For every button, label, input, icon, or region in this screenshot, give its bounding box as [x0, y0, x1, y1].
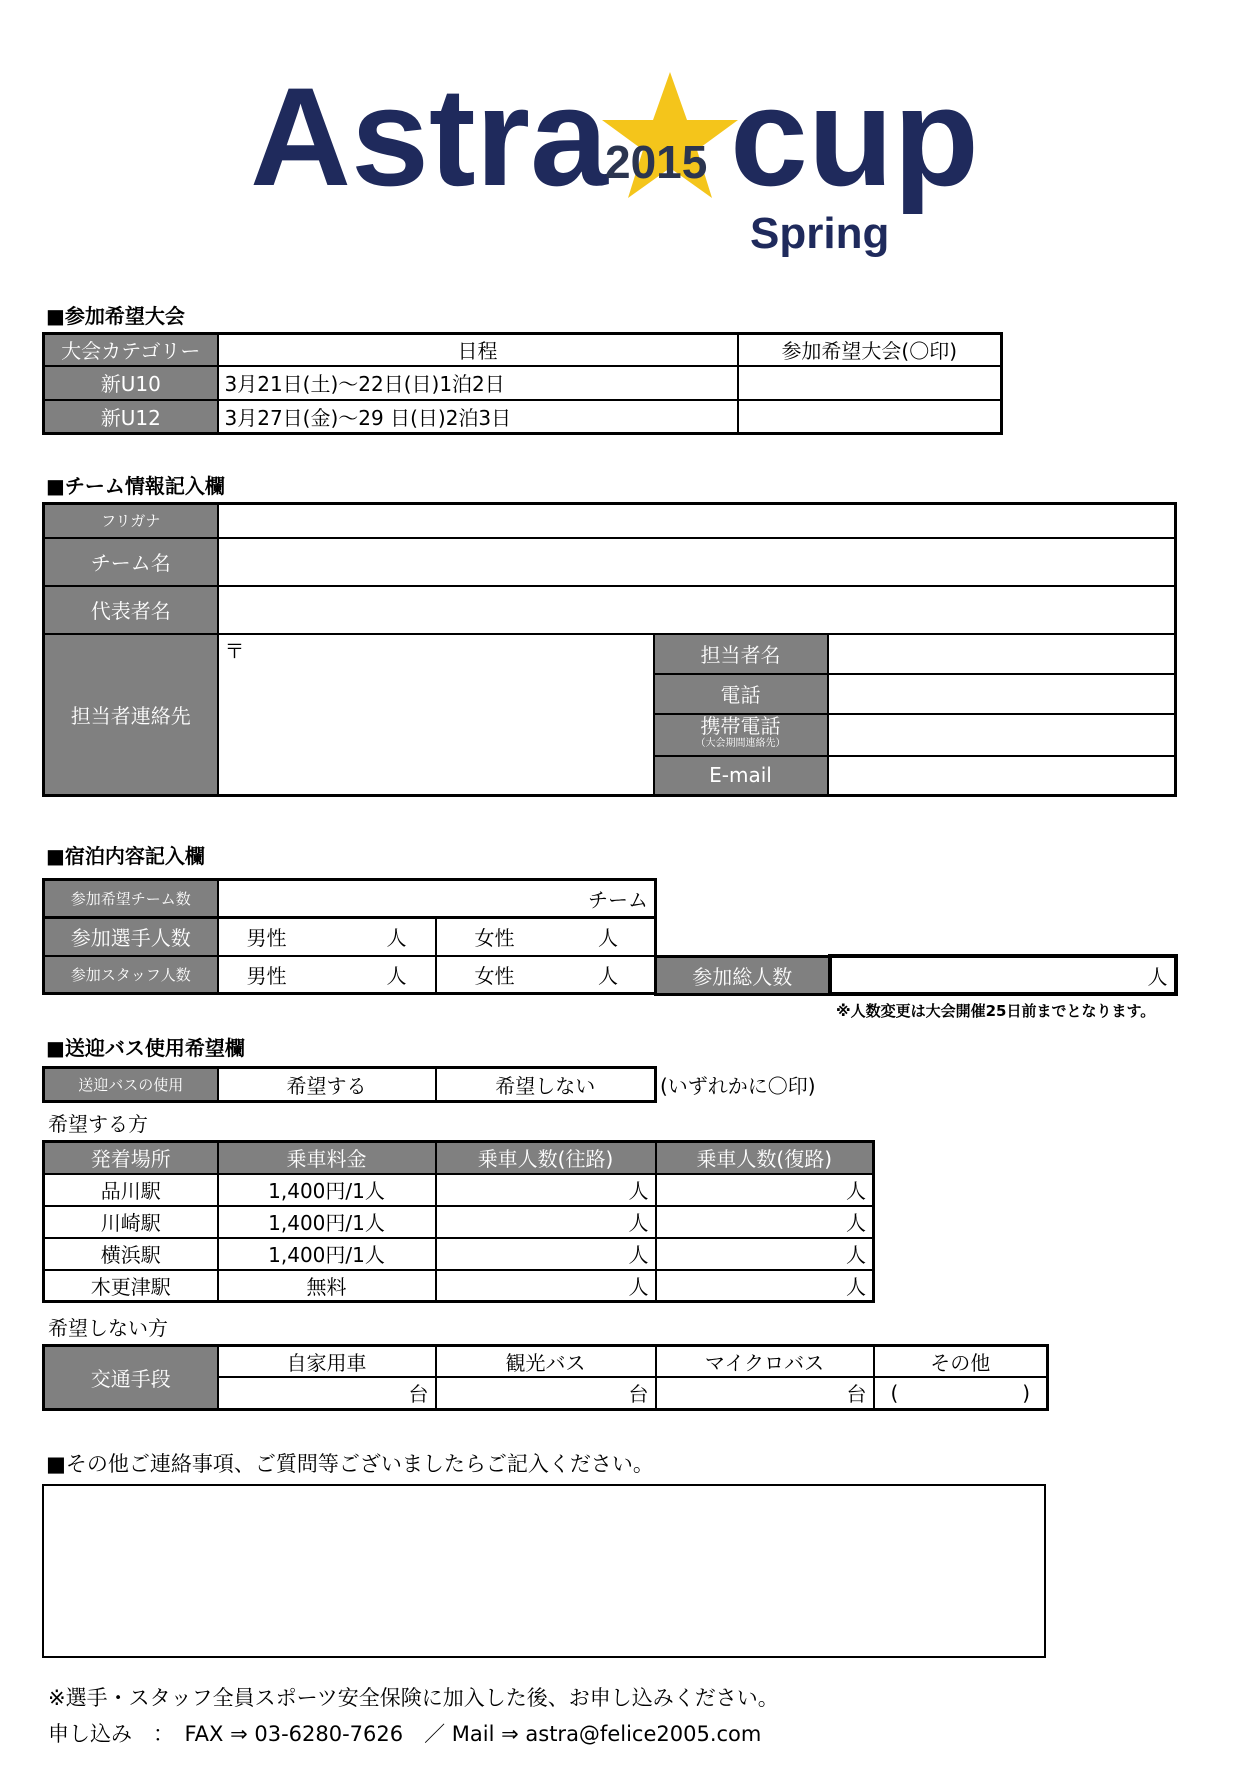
person-unit: 人: [846, 1274, 866, 1299]
person-unit: 人: [628, 1211, 649, 1235]
col-outbound: 乗車人数(往路): [436, 1142, 656, 1174]
contact-label: 担当者連絡先: [44, 634, 218, 796]
place-cell: 川崎駅: [44, 1206, 218, 1238]
bus-use-label: 送迎バスの使用: [44, 1068, 218, 1102]
representative-label: 代表者名: [44, 586, 218, 634]
fee-cell: 1,400円/1人: [218, 1238, 436, 1270]
outbound-field[interactable]: [436, 1270, 656, 1302]
staff-female-field[interactable]: [436, 956, 656, 994]
person-unit: 人: [628, 1179, 649, 1203]
person-unit: 人: [846, 1179, 866, 1203]
female-label: 女性: [474, 926, 515, 951]
paren-close: ): [1022, 1380, 1030, 1405]
players-female-field[interactable]: [436, 918, 656, 956]
other-notes-field[interactable]: [42, 1484, 1046, 1658]
col-place: 発着場所: [44, 1142, 218, 1174]
players-male-field[interactable]: [218, 918, 436, 956]
application-contact: 申し込み ： FAX ⇒ 03-6280-7626 ／ Mail ⇒ astra@felice2005.com: [48, 1722, 762, 1746]
bus-use-yes[interactable]: 希望する: [218, 1068, 436, 1102]
section-lodging-title: ■宿泊内容記入欄: [46, 844, 205, 868]
col-return: 乗車人数(復路): [656, 1142, 874, 1174]
bus-wanted-caption: 希望する方: [48, 1112, 148, 1136]
person-unit: 人: [846, 1243, 866, 1267]
male-label: 男性: [246, 926, 287, 951]
section-other-title: ■その他ご連絡事項、ご質問等ございましたらご記入ください。: [46, 1452, 654, 1476]
other-field[interactable]: [874, 1377, 1048, 1409]
bus-use-table: [42, 1066, 657, 1103]
person-label: 担当者名: [654, 634, 828, 674]
staff-label: 参加スタッフ人数: [44, 956, 218, 994]
email-label: E-mail: [654, 756, 828, 796]
mobile-label-note: （大会期間連絡先）: [695, 737, 786, 749]
mobile-label-text: 携帯電話: [700, 713, 781, 738]
team-table: [42, 502, 1177, 797]
return-field[interactable]: [656, 1206, 874, 1238]
furigana-label: フリガナ: [44, 504, 218, 538]
fee-cell: 1,400円/1人: [218, 1206, 436, 1238]
logo-astra: Astra: [250, 60, 608, 215]
person-unit: 人: [628, 1274, 649, 1299]
schedule-u10: 3月21日(土)～22日(日)1泊2日: [218, 366, 738, 400]
person-unit: 人: [386, 926, 407, 951]
address-field[interactable]: [218, 634, 654, 796]
lodging-total-table: [654, 954, 1178, 996]
mobile-field[interactable]: [828, 714, 1176, 756]
return-field[interactable]: [656, 1238, 874, 1270]
table-row: [44, 1270, 874, 1302]
email-field[interactable]: [828, 756, 1176, 796]
category-u12: 新U12: [44, 400, 218, 434]
col-entry-mark: 参加希望大会(〇印): [738, 334, 1002, 366]
microbus-field[interactable]: [656, 1377, 874, 1409]
players-label: 参加選手人数: [44, 918, 218, 956]
col-microbus: マイクロバス: [656, 1346, 874, 1378]
transport-label: 交通手段: [44, 1346, 218, 1410]
logo-spring: Spring: [750, 209, 890, 258]
outbound-field[interactable]: [436, 1174, 656, 1206]
person-field[interactable]: [828, 634, 1176, 674]
person-unit: 人: [598, 963, 618, 988]
category-u10: 新U10: [44, 366, 218, 400]
private-car-field[interactable]: [218, 1377, 436, 1409]
phone-field[interactable]: [828, 674, 1176, 714]
tournament-table: [42, 332, 1003, 435]
tour-bus-field[interactable]: [436, 1377, 656, 1409]
paren-open: (: [890, 1380, 899, 1405]
person-unit: 人: [598, 926, 618, 951]
lodging-people-table: [42, 916, 657, 995]
vehicle-unit: 台: [628, 1382, 649, 1407]
person-unit: 人: [386, 963, 407, 988]
staff-male-field[interactable]: [218, 956, 436, 994]
vehicle-unit: 台: [408, 1382, 429, 1407]
outbound-field[interactable]: [436, 1206, 656, 1238]
furigana-field[interactable]: [218, 504, 1176, 538]
teams-unit: チーム: [588, 888, 648, 912]
table-row: [44, 1238, 874, 1270]
mark-u12-field[interactable]: [738, 400, 1002, 434]
female-label: 女性: [474, 963, 515, 988]
postal-mark: 〒: [224, 638, 245, 663]
table-row: [44, 1206, 874, 1238]
col-fee: 乗車料金: [218, 1142, 436, 1174]
schedule-u12: 3月27日(金)～29 日(日)2泊3日: [218, 400, 738, 434]
return-field[interactable]: [656, 1174, 874, 1206]
bus-not-wanted-caption: 希望しない方: [48, 1316, 168, 1340]
outbound-field[interactable]: [436, 1238, 656, 1270]
headcount-change-note: ※人数変更は大会開催25日前までとなります。: [836, 1002, 1156, 1020]
total-label: 参加総人数: [656, 956, 830, 994]
col-schedule: 日程: [218, 334, 738, 366]
place-cell: 横浜駅: [44, 1238, 218, 1270]
team-name-label: チーム名: [44, 538, 218, 586]
section-tournament-title: ■参加希望大会: [46, 304, 185, 328]
logo-year: 2015: [605, 136, 708, 188]
return-field[interactable]: [656, 1270, 874, 1302]
bus-use-instruction: (いずれかに〇印): [660, 1074, 816, 1098]
bus-use-no[interactable]: 希望しない: [436, 1068, 656, 1102]
person-unit: 人: [628, 1243, 649, 1267]
teams-field[interactable]: [218, 880, 656, 918]
col-tour-bus: 観光バス: [436, 1346, 656, 1378]
fee-cell: 無料: [218, 1270, 436, 1302]
col-private-car: 自家用車: [218, 1346, 436, 1378]
team-name-field[interactable]: [218, 538, 1176, 586]
lodging-teams-table: [42, 878, 657, 919]
phone-label: 電話: [654, 674, 828, 714]
teams-label: 参加希望チーム数: [44, 880, 218, 918]
bus-wanted-table: [42, 1140, 875, 1303]
astra-cup-logo: [250, 60, 1010, 290]
vehicle-unit: 台: [846, 1382, 867, 1407]
transport-table: [42, 1344, 1049, 1411]
col-category: 大会カテゴリー: [44, 334, 218, 366]
representative-field[interactable]: [218, 586, 1176, 634]
col-other: その他: [874, 1346, 1048, 1378]
table-row: [44, 1174, 874, 1206]
mark-u10-field[interactable]: [738, 366, 1002, 400]
total-unit: 人: [1147, 964, 1168, 989]
fee-cell: 1,400円/1人: [218, 1174, 436, 1206]
mobile-label: [654, 714, 828, 756]
person-unit: 人: [846, 1211, 866, 1235]
place-cell: 品川駅: [44, 1174, 218, 1206]
insurance-note: ※選手・スタッフ全員スポーツ安全保険に加入した後、お申し込みください。: [48, 1686, 779, 1710]
total-field[interactable]: [830, 956, 1176, 994]
male-label: 男性: [246, 963, 287, 988]
section-bus-title: ■送迎バス使用希望欄: [46, 1036, 245, 1060]
place-cell: 木更津駅: [44, 1270, 218, 1302]
section-team-title: ■チーム情報記入欄: [46, 474, 225, 498]
logo-cup: cup: [730, 60, 979, 215]
